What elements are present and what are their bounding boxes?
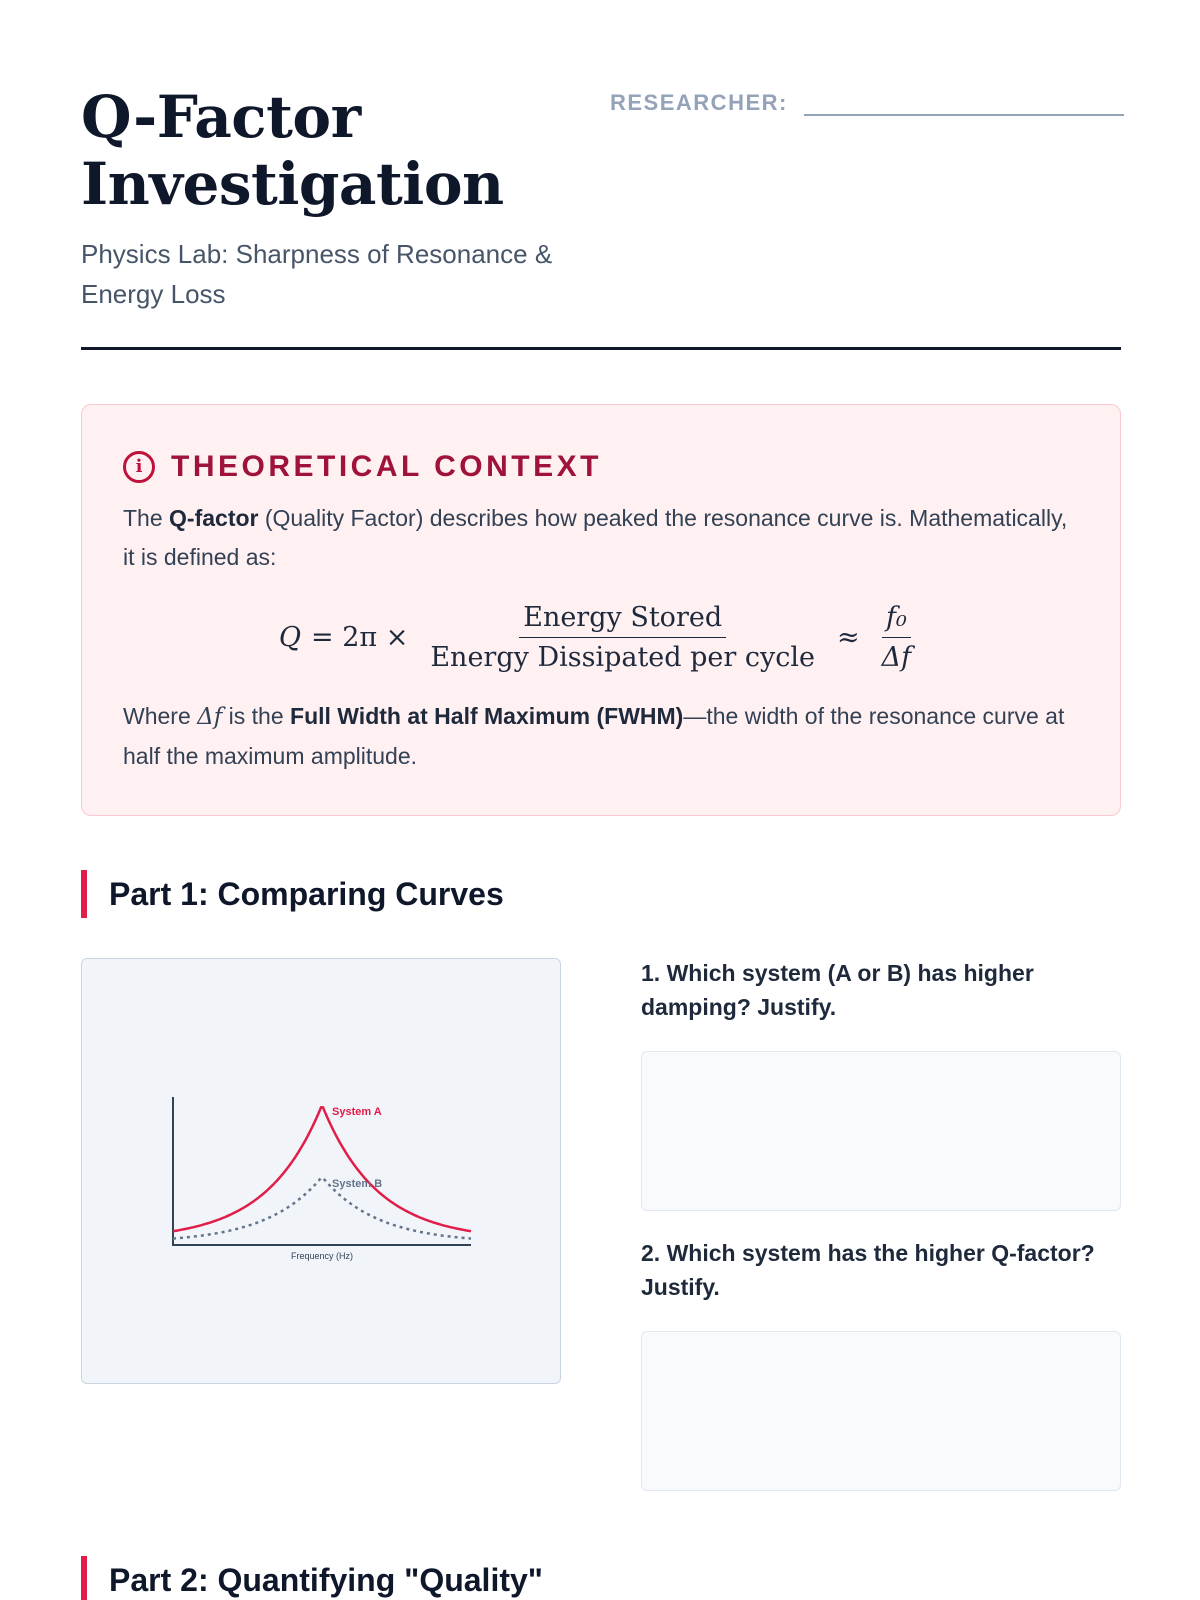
question-1: 1. Which system (A or B) has higher damping? Justify. xyxy=(641,960,1034,1020)
question-2: 2. Which system has the higher Q-factor? Justify. xyxy=(641,1240,1095,1300)
series-system-b-label: System B xyxy=(332,1177,383,1190)
part1-title: Part 1: Comparing Curves xyxy=(109,875,504,912)
series-system-a-label: System A xyxy=(332,1106,382,1118)
section-accent-bar xyxy=(81,1556,87,1600)
x-axis-label: Frequency (Hz) xyxy=(290,1251,354,1261)
series-system-b-line xyxy=(173,1178,471,1239)
researcher-label: RESEARCHER: xyxy=(610,90,788,115)
energy-fraction xyxy=(426,602,819,673)
part1-heading xyxy=(81,870,504,918)
q-factor-formula xyxy=(123,597,1079,677)
formula-delta-f: Δf xyxy=(881,641,912,673)
section-accent-bar xyxy=(81,870,87,918)
q-factor-term: Q-factor xyxy=(169,505,259,531)
formula-f0: f₀ xyxy=(882,602,911,638)
theoretical-context-box xyxy=(81,404,1121,816)
resonance-chart-svg xyxy=(82,959,562,1385)
part2-title: Part 2: Quantifying "Quality" xyxy=(109,1561,543,1598)
page-title: Q-Factor Investigation xyxy=(81,83,504,218)
delta-f-symbol: Δf xyxy=(197,704,223,730)
formula-eq: = 2π × xyxy=(311,621,409,653)
context-title: THEORETICAL CONTEXT xyxy=(171,450,602,483)
worksheet-header xyxy=(81,84,1121,350)
answer-box-1[interactable] xyxy=(641,1051,1121,1211)
context-paragraph-1: The Q-factor (Quality Factor) describes how peaked the resonance curve is. Mathematically, it is defined as: xyxy=(123,505,1068,570)
info-icon: i xyxy=(123,451,155,483)
series-system-a-line xyxy=(173,1107,471,1231)
context-heading xyxy=(123,447,1079,487)
answer-box-2[interactable] xyxy=(641,1331,1121,1491)
resonance-chart xyxy=(81,958,561,1384)
researcher-name-input[interactable] xyxy=(804,86,1124,116)
fwhm-term: Full Width at Half Maximum (FWHM) xyxy=(290,703,684,729)
formula-numerator: Energy Stored xyxy=(519,602,726,638)
context-paragraph-2: Where Δf is the Full Width at Half Maximum (FWHM)—the width of the resonance curve at half the maximum amplitude. xyxy=(123,703,1065,769)
frequency-fraction xyxy=(878,602,916,673)
part2-heading xyxy=(81,1556,543,1600)
page-subtitle: Physics Lab: Sharpness of Resonance & Energy Loss xyxy=(81,239,553,309)
researcher-field xyxy=(610,86,1124,116)
formula-lhs: Q xyxy=(278,621,301,653)
formula-denominator: Energy Dissipated per cycle xyxy=(430,641,816,673)
formula-approx: ≈ xyxy=(837,621,860,653)
header-divider xyxy=(81,347,1121,350)
